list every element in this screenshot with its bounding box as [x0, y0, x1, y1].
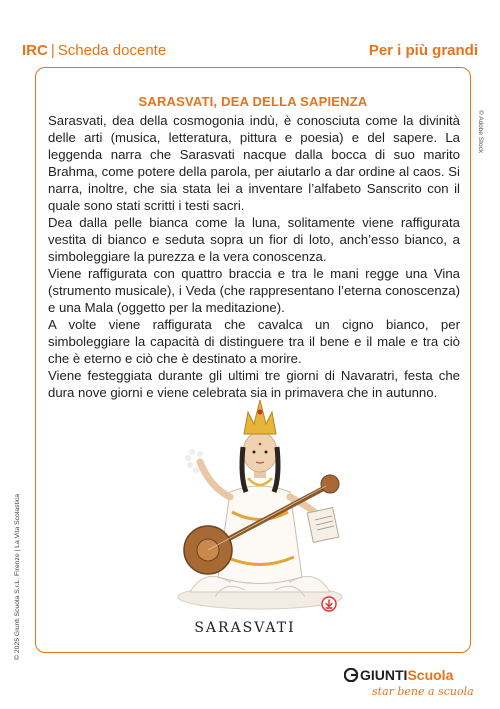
giunti-logo-icon	[344, 668, 358, 682]
subject-label: IRC	[22, 42, 48, 59]
page-header	[22, 42, 478, 64]
image-credit-text: © Adobe Stock	[477, 110, 484, 154]
logo-brand-main: GIUNTI	[360, 667, 408, 683]
logo-tagline: star bene a scuola	[372, 685, 474, 698]
header-separator: |	[50, 42, 55, 59]
sarasvati-illustration	[160, 392, 360, 617]
giunti-scuola-logo	[344, 667, 474, 703]
download-icon[interactable]	[321, 596, 337, 612]
paragraph: Sarasvati, dea della cosmogonia indù, è conosciuta come la divinità delle arti (musica, letteratura, pittura e poesia) e del sapere. La leggenda narra che Sarasvati nacque dalla bocca di suo marito Brahma, come potere della parola, per aiutarlo a dar ordine al caos. Si narra, inoltre, che sia stata lei a inventare l’alfabeto Sanscrito con il quale sono stati scritti i testi sacri.	[48, 113, 460, 213]
body-text	[48, 112, 460, 401]
page-title: SARASVATI, DEA DELLA SAPIENZA	[138, 94, 368, 109]
paragraph: Viene festeggiata durante gli ultimi tre giorni di Navaratri, festa che dura nove giorni e viene celebrata sia in primavera che in autunno.	[48, 368, 460, 400]
doc-type-label: Scheda docente	[57, 42, 167, 59]
image-credit	[476, 110, 486, 200]
paragraph: Dea dalla pelle bianca come la luna, solitamente viene raffigurata vestita di bianco e seduta sopra un fior di loto, anch’esso bianco, a simboleggiare la purezza e la vera conoscenza.	[48, 215, 460, 264]
copyright-text: © 2025 Giunti Scuola S.r.L. Firenze | La Vita Scolastica	[14, 493, 21, 660]
paragraph: Viene raffigurata con quattro braccia e tra le mani regge una Vina (strumento musicale), i Veda (che rappresentano l’eterna conoscenza) e una Mala (oggetto per la meditazione).	[48, 266, 460, 315]
logo-brand	[360, 667, 453, 683]
audience-label: Per i più grandi	[368, 42, 478, 59]
paragraph: A volte viene raffigurata che cavalca un cigno bianco, per simboleggiare la capacità di distinguere tra il bene e il male e tra ciò che è eterno e ciò che è destinato a morire.	[48, 317, 460, 366]
copyright-note	[14, 493, 24, 709]
logo-brand-accent: Scuola	[407, 667, 454, 683]
golden-crown	[244, 400, 276, 434]
veda-book	[307, 508, 339, 543]
header-left	[22, 42, 166, 59]
image-caption: SARASVATI	[194, 620, 296, 636]
